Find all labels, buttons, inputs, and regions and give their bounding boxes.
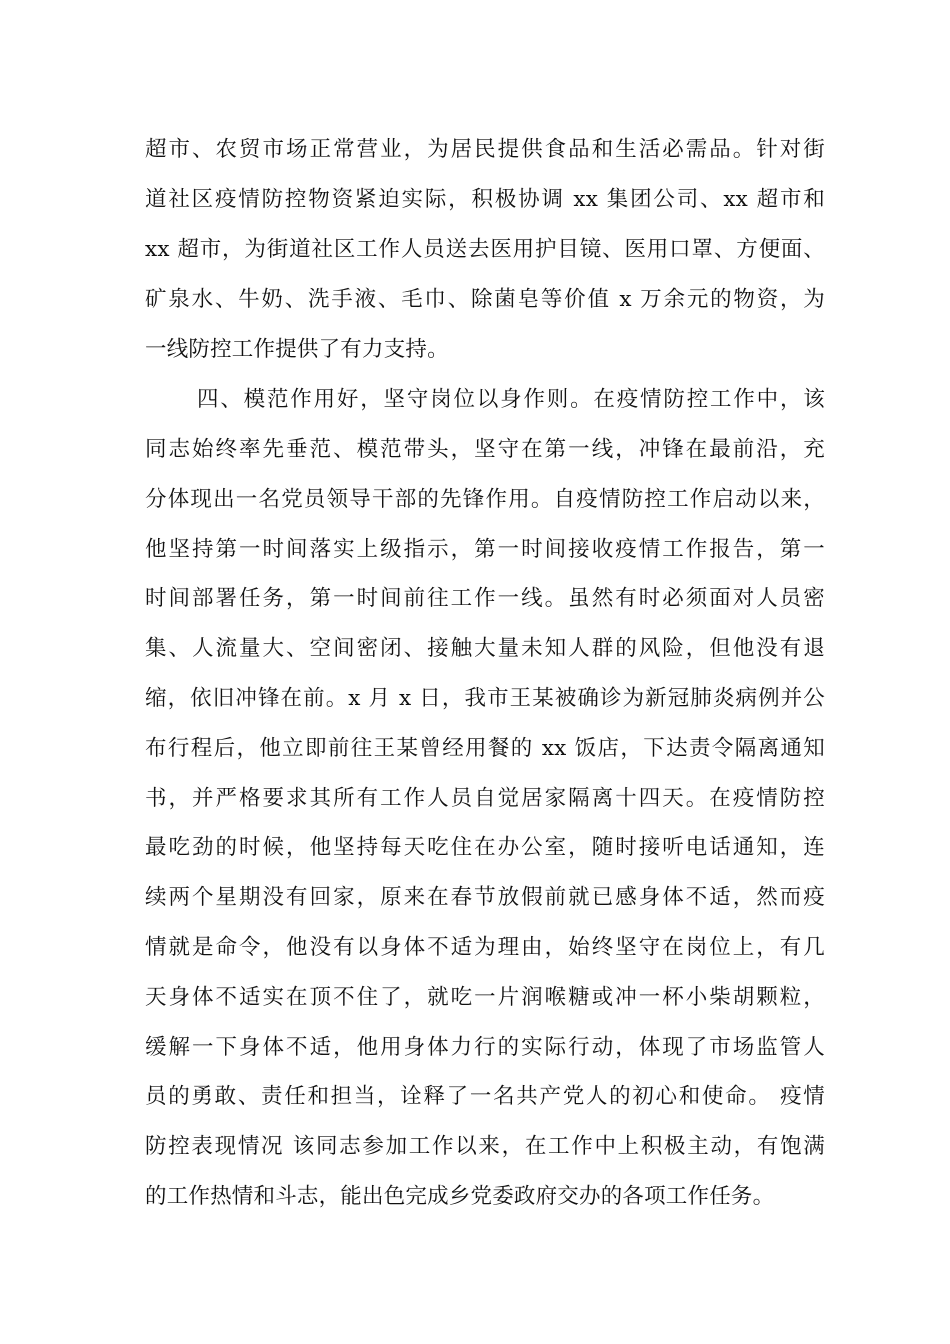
text-line: 情就是命令，他没有以身体不适为理由，始终坚守在岗位上，有几 [145,935,825,960]
text-line: 布行程后，他立即前往王某曾经用餐的 xx 饭店，下达责令隔离通知 [145,736,825,761]
text-line: 分体现出一名党员领导干部的先锋作用。自疫情防控工作启动以来， [145,487,825,512]
text-line: 道社区疫情防控物资紧迫实际，积极协调 xx 集团公司、xx 超市和 [145,187,825,212]
text-line: 天身体不适实在顶不住了，就吃一片润喉糖或冲一杯小柴胡颗粒， [145,985,825,1010]
text-line: 防控表现情况 该同志参加工作以来，在工作中上积极主动，有饱满 [145,1134,825,1159]
text-line: 缩，依旧冲锋在前。x 月 x 日，我市王某被确诊为新冠肺炎病例并公 [145,686,825,711]
text-line: 同志始终率先垂范、模范带头，坚守在第一线，冲锋在最前沿，充 [145,437,825,462]
text-line: 缓解一下身体不适，他用身体力行的实际行动，体现了市场监管人 [145,1035,825,1060]
text-line: 续两个星期没有回家，原来在春节放假前就已感身体不适，然而疫 [145,885,825,910]
text-line: 时间部署任务，第一时间前往工作一线。虽然有时必须面对人员密 [145,586,825,611]
text-line: 集、人流量大、空间密闭、接触大量未知人群的风险，但他没有退 [145,636,825,661]
text-line: 四、模范作用好，坚守岗位以身作则。在疫情防控工作中，该 [197,387,825,412]
text-line: xx 超市，为街道社区工作人员送去医用护目镜、医用口罩、方便面、 [145,237,825,262]
text-line: 的工作热情和斗志，能出色完成乡党委政府交办的各项工作任务。 [145,1184,775,1209]
text-line: 一线防控工作提供了有力支持。 [145,337,449,362]
text-line: 他坚持第一时间落实上级指示，第一时间接收疫情工作报告，第一 [145,537,825,562]
text-line: 员的勇敢、责任和担当，诠释了一名共产党人的初心和使命。 疫情 [145,1084,825,1109]
text-line: 书，并严格要求其所有工作人员自觉居家隔离十四天。在疫情防控 [145,786,825,811]
text-line: 矿泉水、牛奶、洗手液、毛巾、除菌皂等价值 x 万余元的物资，为 [145,287,825,312]
text-line: 超市、农贸市场正常营业，为居民提供食品和生活必需品。针对街 [145,137,825,162]
text-line: 最吃劲的时候，他坚持每天吃住在办公室，随时接听电话通知，连 [145,835,825,860]
